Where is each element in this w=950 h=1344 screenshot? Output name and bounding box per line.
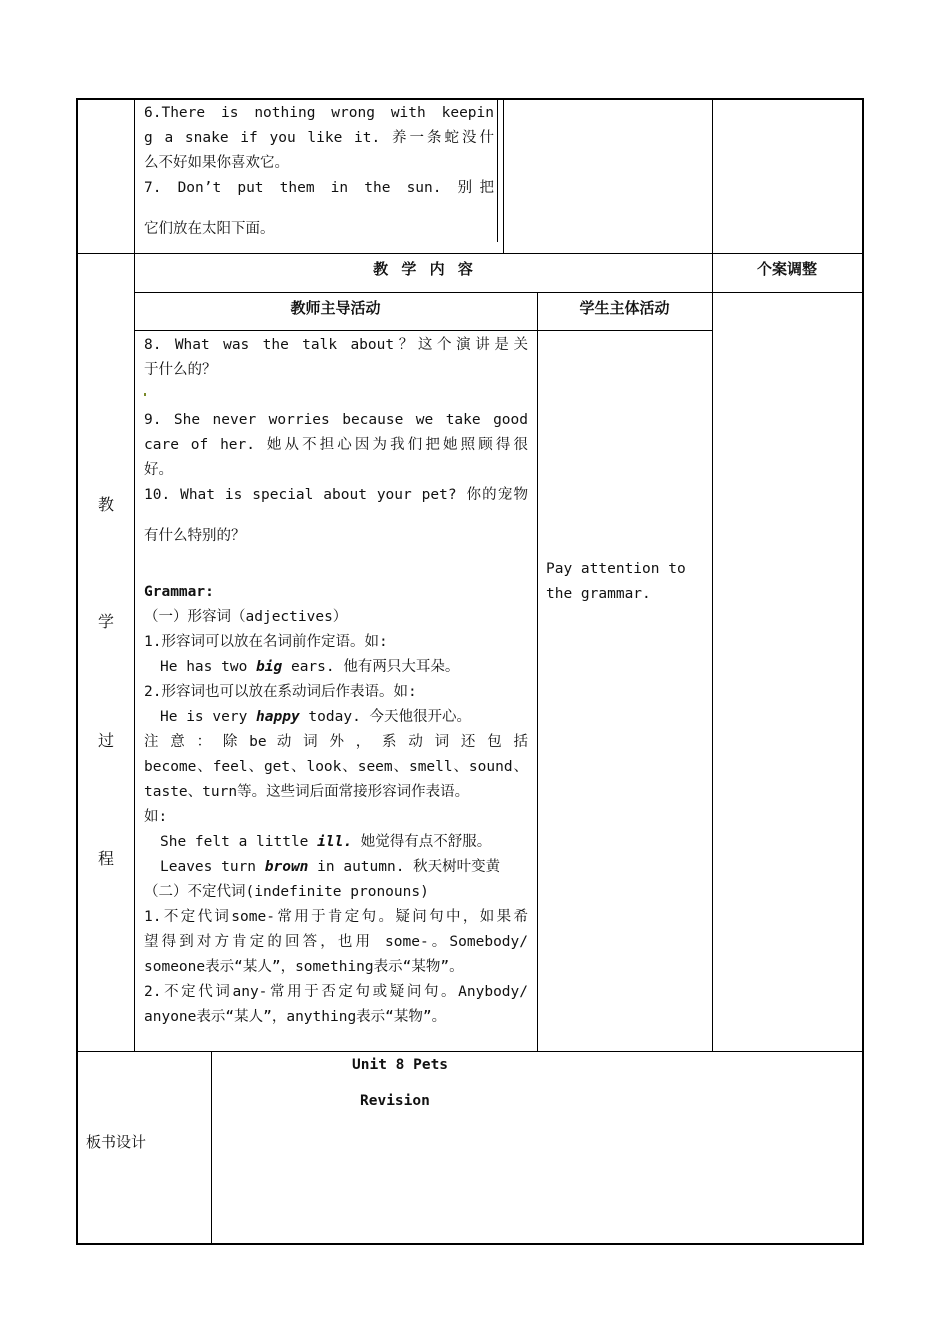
row-line-1	[76, 253, 864, 254]
table-border-bottom	[76, 1243, 864, 1245]
header-student-activity: 学生主体活动	[579, 299, 670, 317]
sentence-6-line-b: g a snake if you like it. 养一条蛇没什	[144, 130, 494, 146]
student-line-1: Pay attention to	[546, 561, 686, 577]
table-border-left	[76, 98, 78, 1245]
board-title-unit: Unit 8 Pets	[352, 1057, 449, 1073]
grammar-line-2: 1.形容词可以放在名词前作定语。如:	[144, 634, 388, 650]
question-10-line-a: 10. What is special about your pet? 你的宠物	[144, 487, 528, 503]
grammar-line-1: （一）形容词（adjectives）	[144, 609, 348, 625]
top-rows-text	[144, 101, 494, 242]
grammar-line-16: 2.不定代词any-常用于否定句或疑问句。Anybody/	[144, 984, 528, 1000]
grammar-line-7: become、feel、get、look、seem、smell、sound、	[144, 759, 528, 775]
header-teacher-activity: 教师主导活动	[290, 299, 381, 317]
question-9-line-b: care of her. 她从不担心因为我们把她照顾得很	[144, 437, 528, 453]
header-case-adjust: 个案调整	[756, 260, 817, 278]
grammar-example-2: He is very happy today. 今天他很开心。	[160, 709, 472, 725]
grammar-line-14: 望得到对方肯定的回答，也用 some-。Somebody/	[144, 934, 528, 950]
table-border-top	[76, 98, 864, 100]
sentence-7-line-b: 它们放在太阳下面。	[144, 221, 275, 237]
table-border-right	[862, 98, 864, 1245]
grammar-line-4: 2.形容词也可以放在系动词后作表语。如:	[144, 684, 417, 700]
stray-mark	[144, 393, 146, 396]
col-line-side	[134, 98, 135, 1051]
sentence-6-line-c: 么不好如果你喜欢它。	[144, 155, 289, 171]
student-line-2: the grammar.	[546, 586, 651, 602]
col-line-adjust	[712, 98, 713, 1051]
grammar-note: 注 意 ： 除 be 动 词 外 ， 系 动 词 还 包 括	[144, 734, 528, 750]
sentence-6-line-a: 6.There is nothing wrong with keepin	[144, 105, 494, 121]
grammar-example-1: He has two big ears. 他有两只大耳朵。	[160, 659, 460, 675]
question-9-line-a: 9. She never worries because we take good	[144, 412, 528, 428]
sentence-7-line-a: 7. Don’t put them in the sun. 别把	[144, 180, 494, 196]
col-line-student	[537, 292, 538, 1051]
board-title-revision: Revision	[360, 1093, 430, 1109]
side-label-char-3: 过	[98, 731, 115, 750]
side-label-char-4: 程	[98, 849, 115, 868]
grammar-line-17: anyone表示“某人”，anything表示“某物”。	[144, 1009, 447, 1025]
grammar-example-3: She felt a little ill. 她觉得有点不舒服。	[160, 834, 492, 850]
board-design-label: 板书设计	[86, 1133, 147, 1151]
col-line-board	[211, 1051, 212, 1244]
grammar-example-4: Leaves turn brown in autumn. 秋天树叶变黄	[160, 859, 501, 875]
grammar-title: Grammar:	[144, 584, 214, 600]
header-teaching-content: 教 学 内 容	[373, 260, 473, 278]
student-activity-content	[546, 557, 686, 607]
row-line-3	[134, 330, 712, 331]
grammar-line-13: 1.不定代词some-常用于肯定句。疑问句中，如果希	[144, 909, 528, 925]
col-line-top-inner	[497, 98, 498, 242]
row-line-4	[76, 1051, 864, 1052]
question-10-line-b: 有什么特别的？	[144, 528, 246, 544]
side-label-char-2: 学	[98, 612, 115, 631]
grammar-line-15: someone表示“某人”，something表示“某物”。	[144, 959, 464, 975]
question-8-line-a: 8. What was the talk about？这个演讲是关	[144, 337, 528, 353]
question-9-line-c: 好。	[144, 462, 173, 478]
grammar-line-8: taste、turn等。这些词后面常接形容词作表语。	[144, 784, 470, 800]
grammar-line-12: （二）不定代词(indefinite pronouns)	[144, 884, 429, 900]
col-line-top-mid	[503, 98, 504, 253]
grammar-line-9: 如:	[144, 809, 168, 825]
side-label-char-1: 教	[98, 495, 115, 514]
question-8-line-b: 于什么的？	[144, 362, 217, 378]
teacher-activity-content	[144, 333, 528, 1030]
row-line-2	[134, 292, 864, 293]
